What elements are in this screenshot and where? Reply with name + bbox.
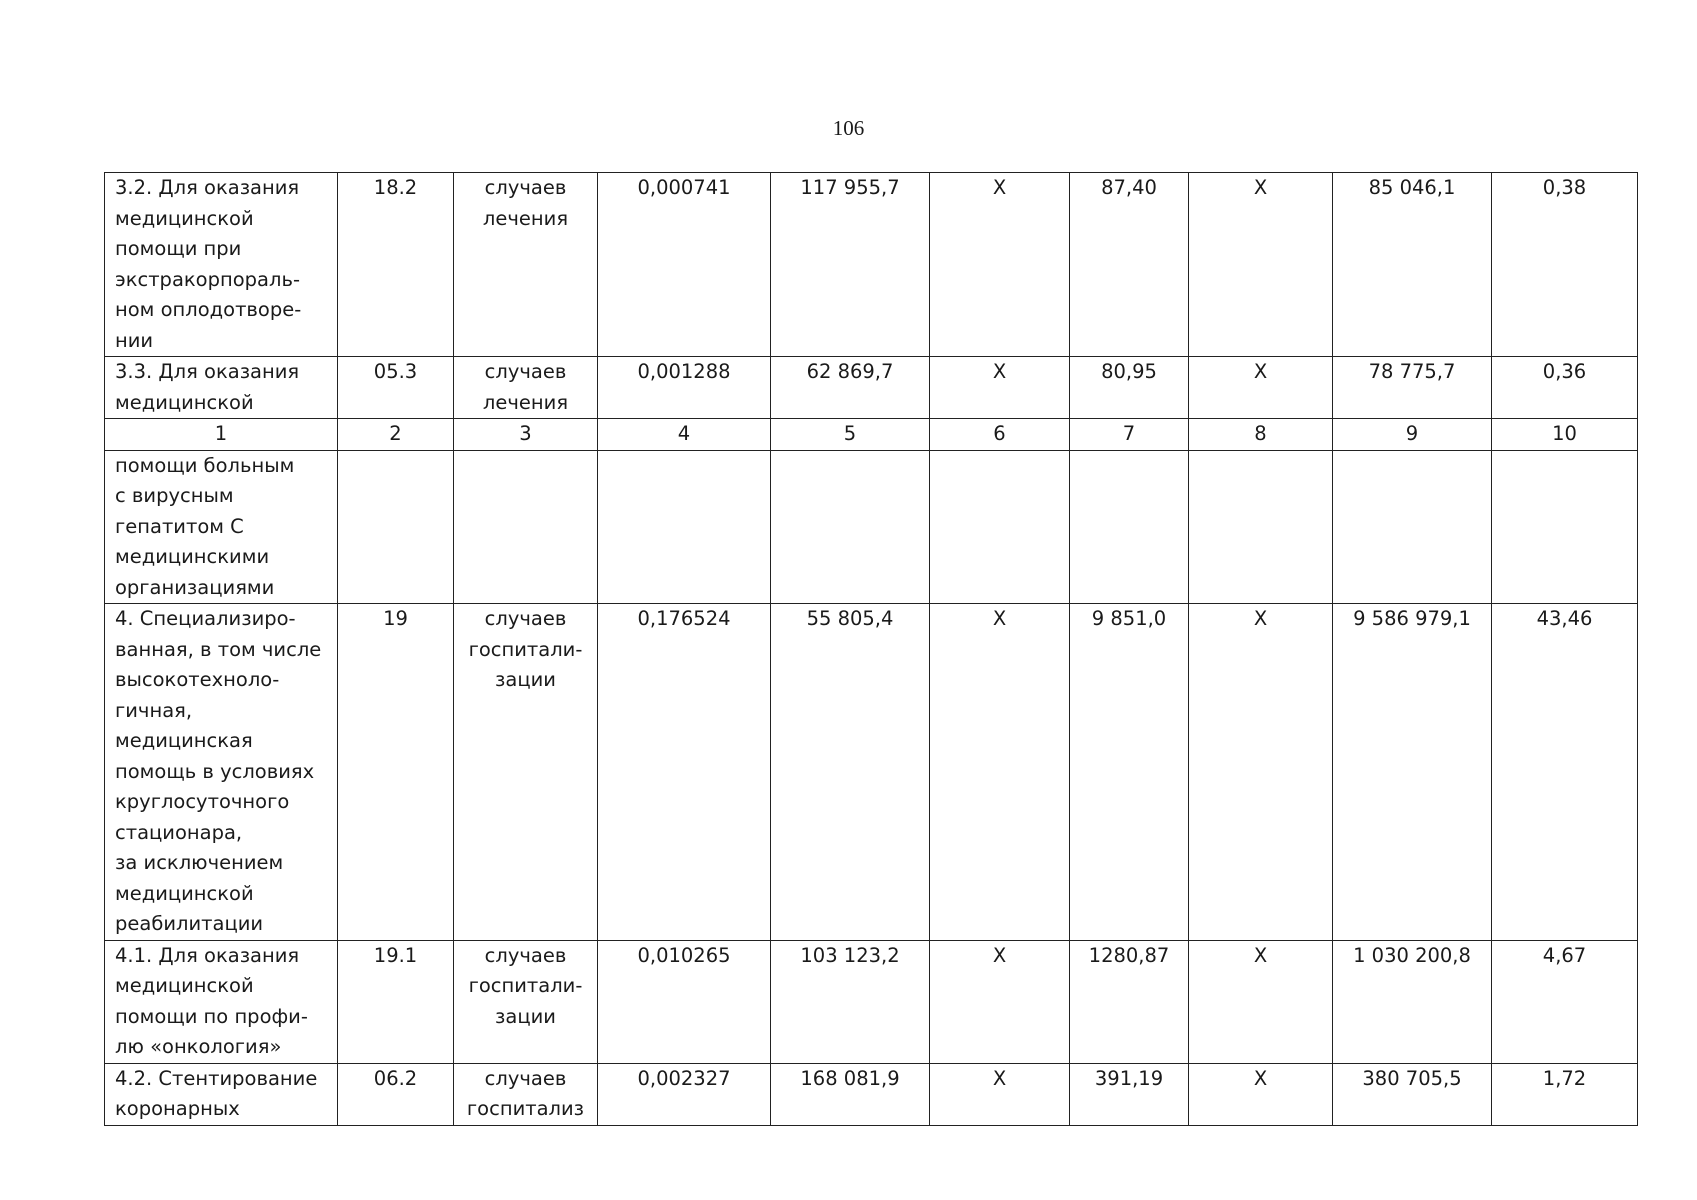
table-cell: 380 705,5 [1333, 1063, 1492, 1125]
table-cell: 4,67 [1492, 940, 1638, 1063]
cell-text-line: случаев [484, 943, 567, 967]
table-row [105, 1063, 1638, 1125]
table-cell: Х [930, 604, 1070, 941]
table-cell: Х [930, 173, 1070, 357]
table-cell: 0,010265 [598, 940, 771, 1063]
table-row [105, 604, 1638, 941]
cell-text-line: случаев [484, 360, 567, 383]
cell-text-line: зации [495, 1004, 556, 1028]
table-cell: 9 851,0 [1070, 604, 1189, 941]
page-number: 106 [832, 116, 865, 140]
row-label-cell [105, 450, 338, 604]
cell-text-line: зации [495, 668, 556, 691]
table-cell: Х [1189, 173, 1333, 357]
cell-text-line: лечения [482, 206, 569, 230]
table-cell [454, 1063, 598, 1125]
cell-text-line: за исключением [115, 851, 284, 874]
table-cell [454, 940, 598, 1063]
table-cell [454, 604, 598, 941]
cell-text-line: ном оплодотворе- [115, 298, 302, 321]
table-cell [1070, 450, 1189, 604]
table-cell: 1,72 [1492, 1063, 1638, 1125]
table-cell [1189, 450, 1333, 604]
cell-text-line: коронарных [115, 1097, 240, 1120]
table-cell [454, 173, 598, 357]
table-cell: 0,002327 [598, 1063, 771, 1125]
table-cell: 06.2 [338, 1063, 454, 1125]
table-cell: Х [1189, 940, 1333, 1063]
table-cell: 05.3 [338, 357, 454, 419]
cell-text-line: реабилитации [115, 912, 264, 935]
column-number-cell: 2 [338, 419, 454, 451]
table-cell: 0,176524 [598, 604, 771, 941]
table-cell: 87,40 [1070, 173, 1189, 357]
table-cell: 103 123,2 [771, 940, 930, 1063]
cell-text-line: круглосуточного [115, 790, 290, 813]
cell-text-line: нии [115, 328, 154, 352]
row-label-cell [105, 1063, 338, 1125]
cell-text-line: гепатитом С [115, 514, 244, 538]
table-row [105, 173, 1638, 357]
column-number-cell: 1 [105, 419, 338, 451]
cell-text-line: медицинской [115, 206, 254, 230]
table-cell: 0,000741 [598, 173, 771, 357]
column-number-cell: 5 [771, 419, 930, 451]
cell-text-line: экстракорпораль- [115, 267, 300, 291]
table-cell: Х [930, 1063, 1070, 1125]
table-cell: 9 586 979,1 [1333, 604, 1492, 941]
cell-text-line: помощь в условиях [115, 759, 315, 783]
table-cell [1333, 450, 1492, 604]
table-cell: 80,95 [1070, 357, 1189, 419]
cell-text-line: помощи по профи- [115, 1004, 308, 1028]
cell-text-line: случаев [484, 176, 567, 199]
table-cell [1492, 450, 1638, 604]
cell-text-line: 4.1. Для оказания [115, 943, 300, 967]
table-cell: 0,38 [1492, 173, 1638, 357]
cell-text-line: медицинскими [115, 545, 270, 568]
cell-text-line: лечения [482, 390, 569, 414]
cell-text-line: госпитали- [468, 974, 583, 997]
table-body [105, 173, 1638, 1126]
cell-text-line: лю «онкология» [115, 1035, 282, 1058]
table-cell: 19.1 [338, 940, 454, 1063]
table-cell [454, 450, 598, 604]
table-cell: 1280,87 [1070, 940, 1189, 1063]
tariff-table [104, 172, 1638, 1126]
cell-text-line: организациями [115, 575, 275, 599]
column-number-cell: 9 [1333, 419, 1492, 451]
table-cell: 55 805,4 [771, 604, 930, 941]
column-number-cell: 3 [454, 419, 598, 451]
column-number-cell: 4 [598, 419, 771, 451]
column-number-cell: 10 [1492, 419, 1638, 451]
table-cell: 18.2 [338, 173, 454, 357]
table-cell: 19 [338, 604, 454, 941]
cell-text-line: 3.2. Для оказания [115, 176, 300, 199]
table-cell: Х [930, 940, 1070, 1063]
table-cell: 62 869,7 [771, 357, 930, 419]
table-cell [454, 357, 598, 419]
table-cell: Х [1189, 357, 1333, 419]
table-cell: 168 081,9 [771, 1063, 930, 1125]
table-cell [771, 450, 930, 604]
column-number-row [105, 419, 1638, 451]
cell-text-line: с вирусным [115, 484, 234, 507]
column-number-cell: 7 [1070, 419, 1189, 451]
cell-text-line: стационара, [115, 820, 243, 844]
table-cell: 43,46 [1492, 604, 1638, 941]
cell-text-line: медицинской [115, 390, 254, 414]
column-number-cell: 6 [930, 419, 1070, 451]
table-cell: Х [1189, 1063, 1333, 1125]
table-cell [598, 450, 771, 604]
table-cell: 0,001288 [598, 357, 771, 419]
row-label-cell [105, 940, 338, 1063]
table-cell: 85 046,1 [1333, 173, 1492, 357]
cell-text-line: случаев [484, 607, 567, 630]
cell-text-line: 4. Специализиро- [115, 607, 296, 630]
cell-text-line: госпитализ [466, 1097, 585, 1120]
table-cell: 1 030 200,8 [1333, 940, 1492, 1063]
cell-text-line: 3.3. Для оказания [115, 360, 300, 383]
cell-text-line: помощи больным [115, 453, 295, 477]
cell-text-line: медицинской [115, 881, 254, 905]
cell-text-line: госпитали- [468, 637, 583, 661]
table-cell: 0,36 [1492, 357, 1638, 419]
table-cell: Х [930, 357, 1070, 419]
cell-text-line: помощи при [115, 237, 242, 260]
table-row [105, 450, 1638, 604]
table-cell: 117 955,7 [771, 173, 930, 357]
cell-text-line: высокотехноло- [115, 668, 280, 691]
cell-text-line: медицинской [115, 974, 254, 997]
table-cell: 391,19 [1070, 1063, 1189, 1125]
column-number-cell: 8 [1189, 419, 1333, 451]
table-row [105, 940, 1638, 1063]
table-cell: 78 775,7 [1333, 357, 1492, 419]
row-label-cell [105, 604, 338, 941]
cell-text-line: случаев [484, 1066, 567, 1090]
cell-text-line: ванная, в том числе [115, 637, 322, 661]
table-row [105, 357, 1638, 419]
table-cell: Х [1189, 604, 1333, 941]
cell-text-line: медицинская [115, 729, 253, 752]
cell-text-line: 4.2. Стентирование [115, 1066, 318, 1090]
cell-text-line: гичная, [115, 698, 193, 722]
row-label-cell [105, 173, 338, 357]
table-cell [930, 450, 1070, 604]
row-label-cell [105, 357, 338, 419]
table-cell [338, 450, 454, 604]
